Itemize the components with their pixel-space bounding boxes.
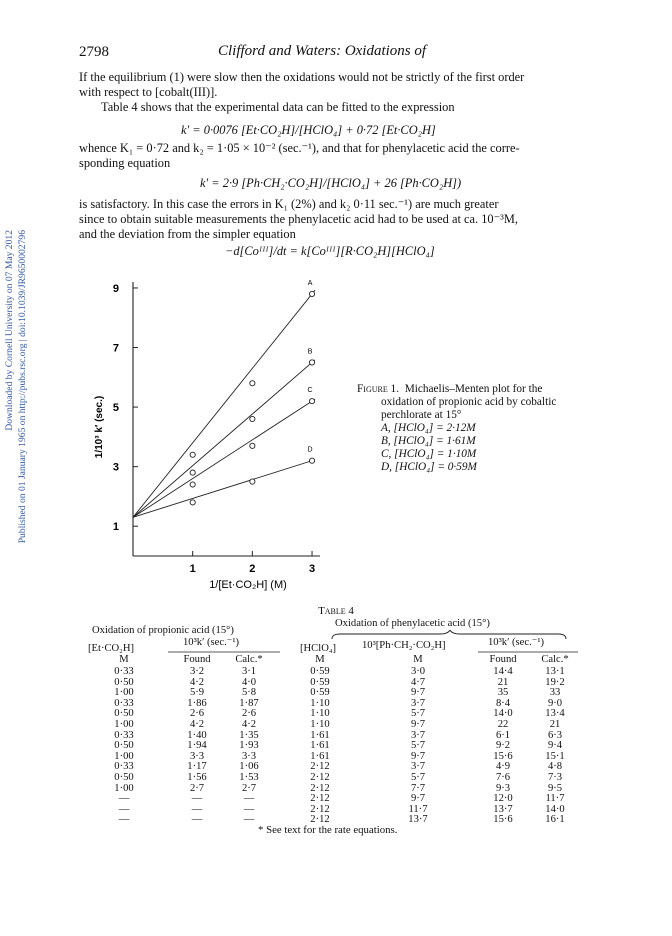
col-subheader: M xyxy=(119,654,129,665)
table-cell: 3·7 xyxy=(410,729,426,741)
table-cell: 9·7 xyxy=(410,687,426,699)
table-cell: — xyxy=(118,793,130,805)
col-header: [Et·CO₂H] xyxy=(88,643,135,654)
table-cell: 5·7 xyxy=(410,772,426,783)
caption-line: Michaelis–Menten plot for the xyxy=(404,383,543,395)
table-cell: 14·4 xyxy=(493,666,513,677)
col-header: 10³[Ph·CH₂·CO₂H] xyxy=(362,640,446,651)
table-cell: 0·33 xyxy=(114,761,134,773)
table-cell: 4·9 xyxy=(495,761,511,773)
legend-c: C, [HClO₄] = 1·10M xyxy=(381,448,477,460)
series-line xyxy=(133,290,315,517)
table-cell: 1·00 xyxy=(114,719,134,730)
table-cell: 9·0 xyxy=(547,697,563,709)
table-cell: 1·94 xyxy=(187,740,207,752)
series-label: D xyxy=(307,446,313,454)
data-point xyxy=(250,443,255,448)
running-title: Clifford and Waters: Oxidations of xyxy=(218,43,427,59)
table-cell: 9·5 xyxy=(547,782,563,794)
table-cell: 5·7 xyxy=(410,740,426,752)
data-point xyxy=(190,482,195,487)
table-cell: 0·59 xyxy=(310,676,330,688)
table-cell: — xyxy=(243,793,255,805)
table-cell: 9·7 xyxy=(410,793,426,805)
table-cell: 0·50 xyxy=(114,676,134,688)
table-cell: 0·59 xyxy=(310,687,330,699)
series-line xyxy=(133,360,315,517)
table-cell: 13·7 xyxy=(493,803,513,815)
col-subheader: M xyxy=(315,654,325,665)
table-cell: 9·2 xyxy=(495,740,511,752)
table-cell: 12·0 xyxy=(493,793,513,805)
table-cell: 1·87 xyxy=(239,697,259,709)
table-cell: 7·7 xyxy=(410,782,426,794)
table-cell: 19·2 xyxy=(545,676,565,688)
table-cell: 1·53 xyxy=(239,772,259,783)
table-cell: 1·35 xyxy=(239,729,259,741)
table-cell: 21 xyxy=(497,676,509,688)
table-cell: 4·2 xyxy=(189,719,205,730)
body-text xyxy=(79,70,524,115)
table-cell: 33 xyxy=(549,687,561,699)
table-cell: 1·93 xyxy=(239,740,259,752)
table-cell: 6·3 xyxy=(547,729,563,741)
table-cell: 4·7 xyxy=(410,676,426,688)
table-cell: 5·7 xyxy=(410,708,426,720)
data-point xyxy=(250,416,255,421)
table-cell: 15·1 xyxy=(545,750,565,762)
table-cell: 3·3 xyxy=(241,750,257,762)
table-cell: 8·4 xyxy=(495,697,511,709)
table-cell: 1·61 xyxy=(310,740,330,752)
table-cell: 3·7 xyxy=(410,761,426,773)
publication-note[interactable]: Published on 01 January 1965 on http://pubs.rsc.org | doi:10.1039/JR9650002796 xyxy=(17,230,28,544)
y-tick-label: 5 xyxy=(112,402,119,415)
table-cell: 0·33 xyxy=(114,729,134,741)
table-cell: 1·00 xyxy=(114,687,134,699)
table-cell: 21 xyxy=(549,719,561,730)
table-cell: 0·33 xyxy=(114,666,134,677)
table-cell: 9·7 xyxy=(410,750,426,762)
text-line: If the equilibrium (1) were slow then the oxidations would not be strictly of the first order xyxy=(79,70,525,84)
table-cell: 13·7 xyxy=(408,814,428,826)
text-line: and the deviation from the simpler equation xyxy=(79,227,296,241)
series-line xyxy=(133,399,315,517)
legend-d: D, [HClO₄] = 0·59M xyxy=(381,461,477,473)
data-point xyxy=(309,399,314,404)
table-cell: 4·2 xyxy=(241,719,257,730)
table-cell: 4·8 xyxy=(547,761,563,773)
caption-title: Figure 1. xyxy=(357,383,400,395)
table-cell: 2·12 xyxy=(310,793,330,805)
col-subheader: Calc.* xyxy=(541,654,569,665)
table-cell: 2·7 xyxy=(189,782,205,794)
table-cell: 2·7 xyxy=(241,782,257,794)
table-cell: 2·6 xyxy=(189,708,205,720)
table-cell: 3·7 xyxy=(410,697,426,709)
table-cell: — xyxy=(191,803,203,815)
table-cell: 2·12 xyxy=(310,772,330,783)
table-cell: 1·56 xyxy=(187,772,207,783)
body-text xyxy=(79,197,518,242)
table-cell: 11·7 xyxy=(408,803,428,815)
data-point xyxy=(309,458,314,463)
series-label: C xyxy=(307,387,313,395)
table-title: Table 4 xyxy=(318,605,354,617)
table-cell: 1·06 xyxy=(239,761,259,773)
text-line: is satisfactory. In this case the errors in K₁ (2%) and k₂ 0·11 sec.⁻¹) are much greater xyxy=(79,197,499,211)
series-label: A xyxy=(307,279,313,287)
y-tick-label: 1 xyxy=(112,521,119,534)
x-tick-label: 1 xyxy=(189,563,196,575)
data-point xyxy=(309,291,314,296)
x-tick-label: 2 xyxy=(249,563,256,575)
equation-2: k′ = 2·9 [Ph·CH₂·CO₂H]/[HClO₄] + 26 [Ph·CO₂H]) xyxy=(200,176,462,190)
table-cell: 7·3 xyxy=(547,772,563,783)
equation-3: −d[Coᴵᴵᴵ]/dt = k[Coᴵᴵᴵ][R·CO₂H][HClO₄] xyxy=(225,244,435,258)
y-axis-label: 1/10³ k′ (sec.) xyxy=(94,395,105,459)
table-cell: 1·61 xyxy=(310,729,330,741)
col-subheader: Found xyxy=(183,654,211,665)
table-cell: 1·10 xyxy=(310,719,330,730)
table-cell: 0·50 xyxy=(114,708,134,720)
table-cell: 2·12 xyxy=(310,803,330,815)
text-line: sponding equation xyxy=(79,156,171,170)
text-line: whence K₁ = 0·72 and k₂ = 1·05 × 10⁻² (sec.⁻¹), and that for phenylacetic acid the corre- xyxy=(79,141,520,155)
table-cell: 5·9 xyxy=(189,687,205,699)
table-cell: — xyxy=(191,793,203,805)
table-cell: 0·50 xyxy=(114,772,134,783)
table-cell: 14·0 xyxy=(493,708,513,720)
data-point xyxy=(250,479,255,484)
table-cell: 3·2 xyxy=(189,666,205,677)
table-cell: 2·12 xyxy=(310,782,330,794)
table-cell: 2·12 xyxy=(310,814,330,826)
table-cell: 1·00 xyxy=(114,782,134,794)
table-cell: 9·7 xyxy=(410,719,426,730)
table-cell: 9·3 xyxy=(495,782,511,794)
caption-line: perchlorate at 15° xyxy=(381,409,462,421)
col-header: 10³k′ (sec.⁻¹) xyxy=(183,637,240,648)
table-footnote: * See text for the rate equations. xyxy=(258,824,398,836)
table-cell: 3·1 xyxy=(241,666,257,677)
legend-a: A, [HClO₄] = 2·12M xyxy=(381,422,476,434)
table-cell: 2·6 xyxy=(241,708,257,720)
table-cell: 13·1 xyxy=(545,666,565,677)
table-left-title: Oxidation of propionic acid (15°) xyxy=(92,625,234,636)
series-label: B xyxy=(307,348,313,356)
table-cell: 4·0 xyxy=(241,676,257,688)
table-cell: 7·6 xyxy=(495,772,511,783)
table-cell: 1·40 xyxy=(187,729,207,741)
table-cell: 2·12 xyxy=(310,761,330,773)
table-cell: 22 xyxy=(497,719,509,730)
table-cell: — xyxy=(243,803,255,815)
table-cell: 1·61 xyxy=(310,750,330,762)
table-cell: 4·2 xyxy=(189,676,205,688)
table-cell: 6·1 xyxy=(495,729,511,741)
table-cell: 0·33 xyxy=(114,697,134,709)
table-cell: 0·59 xyxy=(310,666,330,677)
table-cell: 35 xyxy=(497,687,509,699)
data-point xyxy=(190,452,195,457)
text-line: Table 4 shows that the experimental data can be fitted to the expression xyxy=(101,100,455,114)
y-tick-label: 3 xyxy=(112,461,119,474)
table-cell: 15·6 xyxy=(493,750,513,762)
series-line xyxy=(133,460,315,518)
legend-b: B, [HClO₄] = 1·61M xyxy=(381,435,476,447)
table-cell: 1·17 xyxy=(187,761,207,773)
table-cell: 11·7 xyxy=(545,793,565,805)
y-tick-label: 9 xyxy=(112,282,119,295)
x-tick-label: 3 xyxy=(308,563,316,575)
col-header: [HClO₄] xyxy=(300,643,337,654)
table-right-title: Oxidation of phenylacetic acid (15°) xyxy=(335,618,490,629)
table-cell: 1·10 xyxy=(310,697,330,709)
michaelis-menten-plot xyxy=(80,262,350,602)
caption-line: oxidation of propionic acid by cobaltic xyxy=(381,396,557,408)
table-cell: 0·50 xyxy=(114,740,134,752)
table-cell: 1·86 xyxy=(187,697,207,709)
table-cell: 5·8 xyxy=(241,687,257,699)
col-subheader: Calc.* xyxy=(235,654,263,665)
text-line: with respect to [cobalt(III)]. xyxy=(79,85,218,99)
table-cell: 13·4 xyxy=(545,708,565,720)
equation-1: k′ = 0·0076 [Et·CO₂H]/[HClO₄] + 0·72 [Et·CO₂H] xyxy=(181,123,436,137)
y-tick-label: 7 xyxy=(112,342,119,355)
table-cell: 1·00 xyxy=(114,750,134,762)
page-number: 2798 xyxy=(79,44,109,60)
table-cell: 3·3 xyxy=(189,750,205,762)
col-subheader: M xyxy=(413,654,423,665)
figure-caption xyxy=(357,383,556,474)
table-cell: 14·0 xyxy=(545,803,565,815)
table-cell: 9·4 xyxy=(547,740,563,752)
data-point xyxy=(190,470,195,475)
data-point xyxy=(190,500,195,505)
table-cell: 15·6 xyxy=(493,814,513,826)
table-cell: — xyxy=(243,814,255,826)
body-text xyxy=(79,141,520,171)
col-header: 10³k′ (sec.⁻¹) xyxy=(488,637,545,648)
download-note: Downloaded by Cornell University on 07 May 2012 xyxy=(4,230,15,431)
data-point xyxy=(250,381,255,386)
table-cell: — xyxy=(191,814,203,826)
col-subheader: Found xyxy=(489,654,517,665)
table-cell: — xyxy=(118,803,130,815)
text-line: since to obtain suitable measurements the phenylacetic acid had to be used at ca. 10⁻³M, xyxy=(79,212,518,226)
table-cell: 1·10 xyxy=(310,708,330,720)
data-point xyxy=(309,360,314,365)
table-cell: 16·1 xyxy=(545,814,565,826)
x-axis-label: 1/[Et·CO₂H] (M) xyxy=(209,579,287,591)
table-cell: — xyxy=(118,814,130,826)
table-cell: 3·0 xyxy=(410,666,426,677)
